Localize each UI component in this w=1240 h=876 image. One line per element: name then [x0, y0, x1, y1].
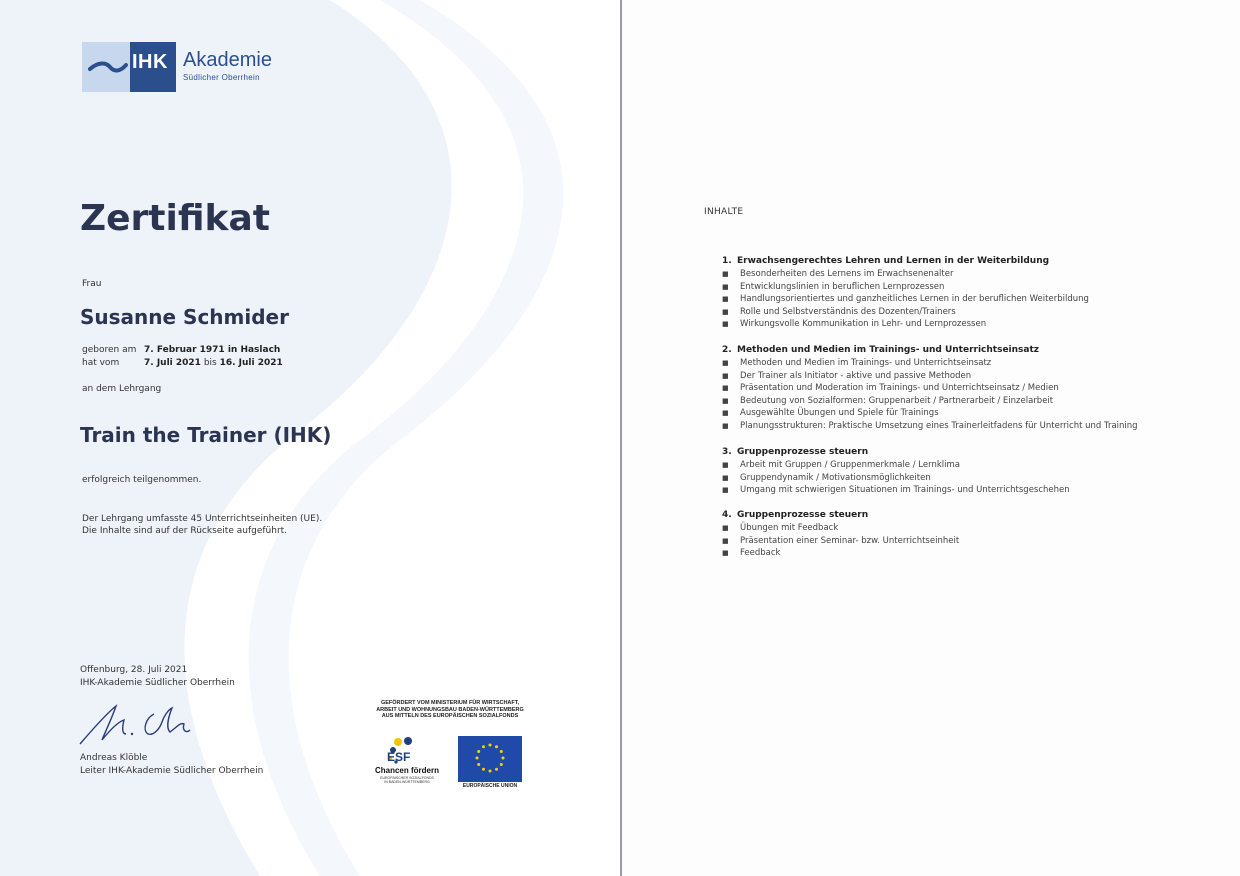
salutation: Frau	[82, 279, 102, 289]
list-item: ■ Planungsstrukturen: Praktische Umsetzung eines Trainerleitfadens für Unterricht und Training	[722, 420, 1138, 431]
handwritten-signature	[72, 700, 202, 750]
place-date: Offenburg, 28. Juli 2021	[80, 665, 188, 675]
list-item: ■ Der Trainer als Initiator - aktive und passive Methoden	[722, 370, 972, 381]
list-item: ■ Handlungsorientiertes und ganzheitliches Lernen in der beruflichen Weiterbildung	[722, 294, 1089, 305]
note-line-1: Der Lehrgang umfasste 45 Unterrichtseinheiten (UE).	[82, 514, 323, 524]
course-title: Train the Trainer (IHK)	[80, 423, 332, 447]
contents-section-3	[722, 447, 1222, 497]
list-item: ■ Methoden und Medien im Trainings- und Unterrichtseinsatz	[722, 358, 992, 368]
logo-wave-icon	[88, 60, 128, 74]
eu-flag-icon	[458, 736, 522, 782]
signer-role: Leiter IHK-Akademie Südlicher Oberrhein	[80, 766, 264, 776]
period-from: 7. Juli 2021	[144, 358, 201, 368]
logo-subtitle: Südlicher Oberrhein	[183, 73, 260, 82]
section-number: 4.	[722, 510, 732, 520]
list-item: ■ Rolle und Selbstverständnis des Dozenten/Trainers	[722, 306, 956, 317]
list-item: ■ Umgang mit schwierigen Situationen im Trainings- und Unterrichtsgeschehen	[722, 485, 1070, 496]
recipient-name: Susanne Schmider	[80, 305, 289, 329]
note-line-2: Die Inhalte sind auf der Rückseite aufgeführt.	[82, 526, 288, 536]
course-intro: an dem Lehrgang	[82, 384, 162, 394]
list-item: ■ Bedeutung von Sozialformen: Gruppenarbeit / Partnerarbeit / Einzelarbeit	[722, 395, 1054, 406]
list-item: ■ Arbeit mit Gruppen / Gruppenmerkmale / Lernklima	[722, 460, 960, 470]
contents-heading: INHALTE	[704, 207, 744, 217]
section-number: 1.	[722, 256, 732, 266]
contents-section-2	[722, 345, 1222, 433]
period-label: hat vom	[82, 358, 120, 368]
list-item: ■ Präsentation und Moderation im Trainings- und Unterrichtseinsatz / Medien	[722, 383, 1059, 394]
period-to: 16. Juli 2021	[219, 358, 283, 368]
contents-section-4	[722, 510, 1222, 560]
ihk-akademie-logo	[82, 42, 282, 92]
section-number: 2.	[722, 345, 732, 355]
period-mid: bis	[203, 358, 217, 368]
funding-text: GEFÖRDERT VOM MINISTERIUM FÜR WIRTSCHAFT, ARBEIT UND WOHNUNGSBAU BADEN-WÜRTTEMBERG AUS MITTELN DES EUROPÄISCHEN SOZIALFONDS	[376, 700, 524, 719]
section-title: Erwachsengerechtes Lehren und Lernen in der Weiterbildung	[737, 256, 1050, 266]
result-text: erfolgreich teilgenommen.	[82, 475, 202, 485]
section-title: Gruppenprozesse steuern	[737, 510, 869, 520]
section-title: Gruppenprozesse steuern	[737, 447, 869, 457]
contents-section-1	[722, 256, 1222, 331]
list-item: ■ Feedback	[722, 548, 781, 559]
birth-row	[82, 345, 280, 355]
organization: IHK-Akademie Südlicher Oberrhein	[80, 678, 235, 688]
birth-value: 7. Februar 1971 in Haslach	[144, 345, 281, 355]
logo-ihk-text: IHK	[132, 51, 168, 73]
eu-label: EUROPÄISCHE UNION	[462, 783, 518, 789]
list-item: ■ Übungen mit Feedback	[722, 523, 839, 533]
list-item: ■ Besonderheiten des Lernens im Erwachsenenalter	[722, 269, 954, 279]
list-item: ■ Gruppendynamik / Motivationsmöglichkeiten	[722, 472, 931, 483]
list-item: ■ Präsentation einer Seminar- bzw. Unterrichtseinheit	[722, 535, 960, 546]
certificate-back-page	[622, 0, 1240, 876]
section-number: 3.	[722, 447, 732, 457]
birth-label: geboren am	[82, 345, 137, 355]
certificate-title: Zertifikat	[80, 198, 270, 239]
period-row	[82, 358, 283, 368]
section-title: Methoden und Medien im Trainings- und Unterrichtseinsatz	[737, 345, 1040, 355]
list-item: ■ Entwicklungslinien in beruflichen Lernprozessen	[722, 281, 945, 292]
list-item: ■ Wirkungsvolle Kommunikation in Lehr- und Lernprozessen	[722, 319, 987, 330]
esf-logo: ESF Chancen fördern EUROPÄISCHER SOZIALFONDS IN BADEN-WÜRTTEMBERG	[370, 736, 444, 792]
signer-name: Andreas Klöble	[80, 753, 148, 763]
logo-akademie-text: Akademie	[183, 49, 272, 71]
list-item: ■ Ausgewählte Übungen und Spiele für Trainings	[722, 408, 939, 419]
